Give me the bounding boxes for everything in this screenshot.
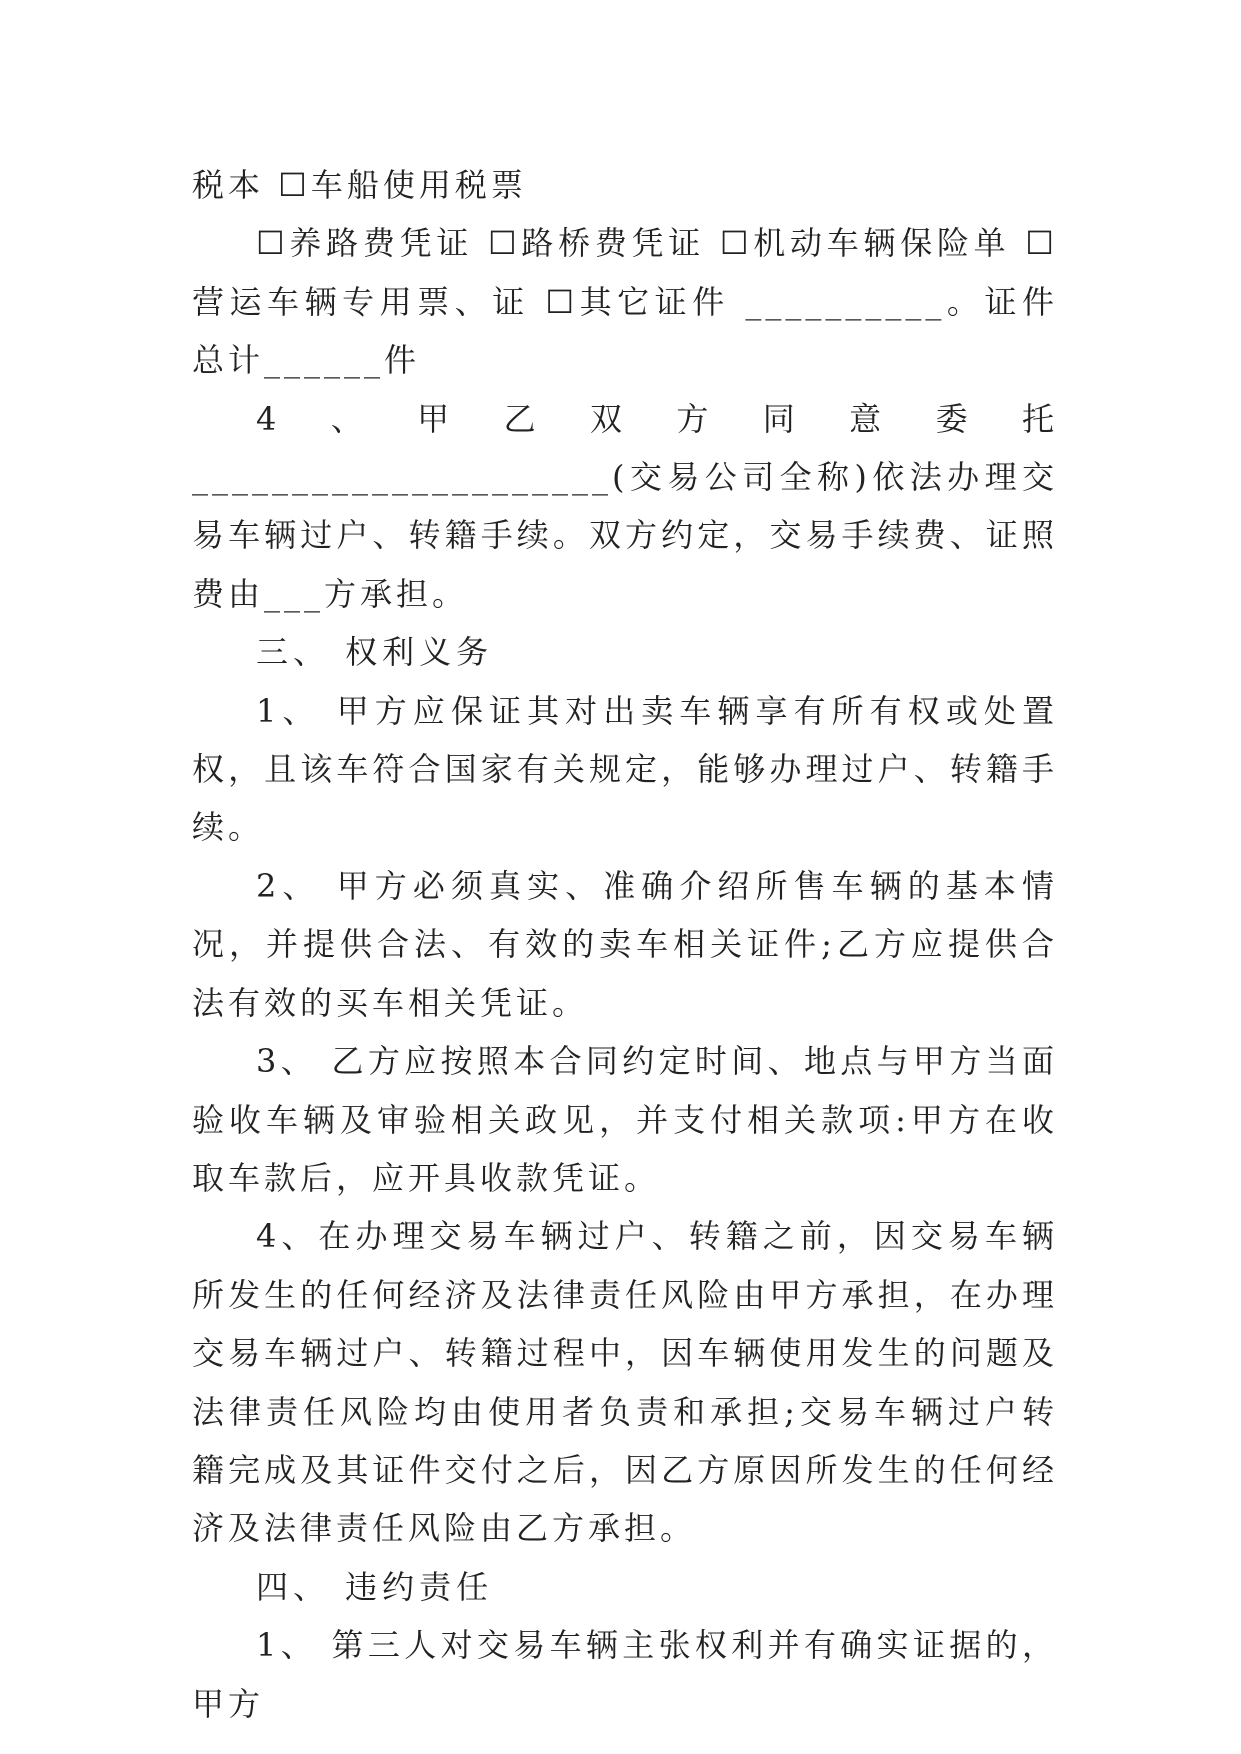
document-body xyxy=(192,156,1058,1733)
section-heading-breach-liability: 四、 违约责任 xyxy=(256,1567,494,1606)
paragraph-clause-3-4: 4、在办理交易车辆过户、转籍之前，因交易车辆所发生的任何经济及法律责任风险由甲方承担，在办理交易车辆过户、转籍过程中，因车辆使用发生的问题及法律责任风险均由使用者负责和承担;交易车辆过户转籍完成及其证件交付之后，因乙方原因所发生的任何经济及法律责任风险由乙方承担。 xyxy=(192,1217,1058,1548)
section-heading-rights-obligations: 三、 权利义务 xyxy=(256,633,494,672)
paragraph-clause-3-2: 2、 甲方必须真实、准确介绍所售车辆的基本情况，并提供合法、有效的卖车相关证件;乙方应提供合法有效的买车相关凭证。 xyxy=(192,866,1058,1022)
paragraph-clause-4-1: 1、 第三人对交易车辆主张权利并有确实证据的，甲方 xyxy=(192,1626,1058,1723)
paragraph-document-checklist: ☐养路费凭证 ☐路桥费凭证 ☐机动车辆保险单 ☐营运车辆专用票、证 ☐其它证件 __________。证件总计______件 xyxy=(192,224,1058,380)
paragraph-clause-3-1: 1、 甲方应保证其对出卖车辆享有所有权或处置权，且该车符合国家有关规定，能够办理过户、转籍手续。 xyxy=(192,691,1058,847)
paragraph-clause-2-4: 4、甲乙双方同意委托_____________________(交易公司全称)依法办理交易车辆过户、转籍手续。双方约定，交易手续费、证照费由___方承担。 xyxy=(192,399,1058,613)
paragraph-tax-items: 税本 ☐车船使用税票 xyxy=(192,166,527,204)
paragraph-clause-3-3: 3、 乙方应按照本合同约定时间、地点与甲方当面验收车辆及审验相关政见，并支付相关款项:甲方在收取车款后，应开具收款凭证。 xyxy=(192,1042,1058,1197)
